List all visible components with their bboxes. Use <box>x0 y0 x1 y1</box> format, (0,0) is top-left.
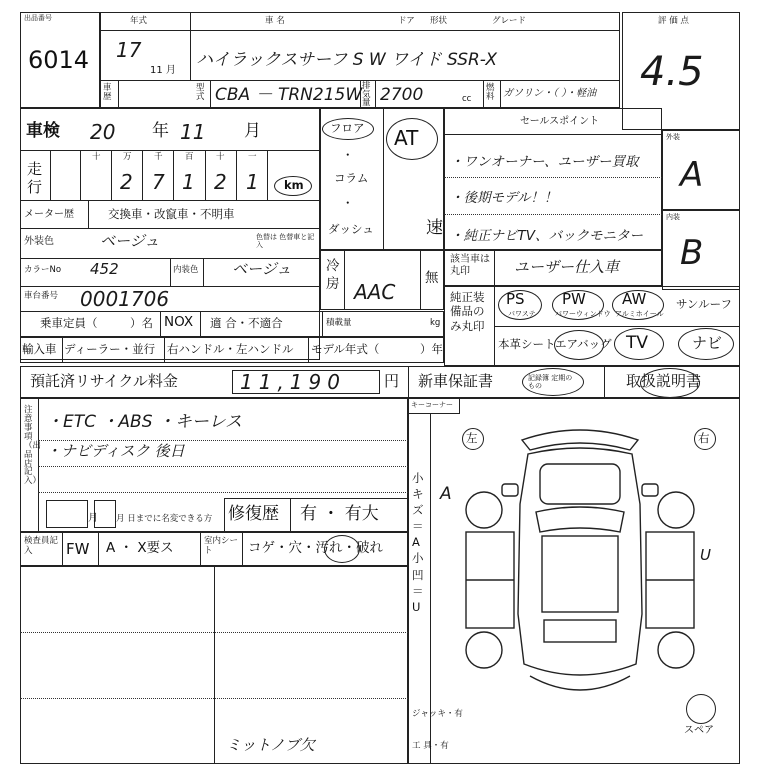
damage-mark-a: A <box>440 484 452 504</box>
inspector-fw: FW <box>66 540 90 558</box>
jack: ジャッキ・有 <box>412 709 463 719</box>
chassis-label: 車台番号 <box>24 291 59 301</box>
mileage-unit-4: 十 <box>216 152 225 162</box>
displacement-label: 排気量 <box>362 81 371 108</box>
sales-point-1: ・後期モデル！！ <box>450 190 558 206</box>
wheel-front-right <box>658 492 694 528</box>
import-dealer: ディーラー・並行 <box>64 342 156 356</box>
bottom-note: ミットノブ欠 <box>226 736 315 754</box>
year-label: 年式 <box>130 16 148 26</box>
load-unit: kg <box>430 318 441 328</box>
shift-dot-1: ・ <box>342 148 354 162</box>
year-value: 17 <box>116 38 142 62</box>
windshield <box>536 507 624 532</box>
shape-label: 形状 <box>430 16 448 26</box>
grade-label: グレード <box>492 16 527 26</box>
inspection-year-unit: 年 <box>152 121 169 141</box>
score-label: 評 価 点 <box>658 16 689 26</box>
recycle-label: 預託済リサイクル料金 <box>30 372 178 390</box>
type-value: CBA － TRN215W <box>215 85 363 105</box>
car-body <box>518 448 642 675</box>
repair-value: 有 ・ 有大 <box>300 504 379 524</box>
exterior-value: ベージュ <box>100 232 160 250</box>
shift-dash: ダッシュ <box>328 222 374 236</box>
import-model-year-unit: ）年 <box>420 342 443 356</box>
mileage-unit-value: km <box>284 178 304 192</box>
car-name-label: 車 名 <box>265 16 285 26</box>
mileage-digit-1: 7 <box>152 170 165 194</box>
inspector-grades: A ・ X要ス <box>106 540 174 556</box>
equipment-airbag: エアバッグ <box>555 337 612 351</box>
manual: 取扱説明書 <box>626 372 702 390</box>
meter-label: メーター歴 <box>24 209 74 220</box>
key-corner: キーコーナー <box>411 401 453 409</box>
lot-number: 6014 <box>28 46 90 74</box>
import-label: 輸入車 <box>22 342 57 356</box>
stain-circle <box>324 535 360 563</box>
shift-column: コラム <box>334 171 369 185</box>
year-month: 11 月 <box>150 65 176 76</box>
damage-mark-u: U <box>700 546 711 564</box>
mileage-digit-2: 1 <box>182 170 195 194</box>
int-grade-label: 内装 <box>666 213 680 221</box>
rear-glass <box>544 620 616 642</box>
equipment-tv: TV <box>626 333 649 353</box>
recycle-unit: 円 <box>384 372 400 390</box>
diagram-right: 右 <box>698 431 710 445</box>
wheel-rear-left <box>466 632 502 668</box>
import-model-year: モデル年式（ <box>311 342 380 356</box>
aircon-value: AAC <box>354 280 396 304</box>
nox-value: 適 合・不適合 <box>210 316 283 330</box>
color-no-value: 452 <box>90 260 119 278</box>
sales-label: セールスポイント <box>520 116 600 127</box>
displacement-unit: cc <box>462 94 472 104</box>
mileage-unit-3: 百 <box>185 152 194 162</box>
front-bumper <box>522 430 638 450</box>
int-grade-value: B <box>680 233 704 273</box>
equipment-aw: AW <box>622 290 647 308</box>
equipment-pw-sub: パワーウィンドウ <box>555 310 611 318</box>
displacement-value: 2700 <box>380 85 424 105</box>
interior-color-value: ベージュ <box>232 260 292 278</box>
notes-line-0: ・ETC ・ABS ・キーレス <box>46 412 243 432</box>
color-no-label: カラーNo <box>24 265 62 275</box>
notes-month-unit: 月 <box>88 513 98 524</box>
hood <box>540 464 620 504</box>
ext-grade-value: A <box>680 155 704 195</box>
exterior-label: 外装色 <box>24 236 54 247</box>
ext-grade-label: 外装 <box>666 133 680 141</box>
tools: 工 具・有 <box>412 741 449 751</box>
score-value: 4.5 <box>640 49 704 95</box>
left-mirror <box>502 484 518 496</box>
notes-deadline: 月 日までに名変できる方 <box>116 514 213 524</box>
mileage-unit-2: 千 <box>154 152 163 162</box>
equipment-navi: ナビ <box>692 334 723 352</box>
wheel-rear-right <box>658 632 694 668</box>
recycle-value: 11,190 <box>240 370 346 394</box>
capacity-unit: ）名 <box>130 316 153 330</box>
aircon-none: 無 <box>425 270 439 286</box>
spare: スペア <box>684 725 714 736</box>
mileage-unit-0: 十 <box>92 152 101 162</box>
record-book: 記録簿 定期のもの <box>528 374 573 391</box>
mileage-digit-0: 2 <box>120 170 133 194</box>
manual-circle <box>640 368 700 398</box>
aircon-speed: 速 <box>426 218 443 238</box>
fuel-label: 燃料 <box>486 83 495 102</box>
door-label: ドア <box>398 16 415 26</box>
exterior-note: 色替は 色替車と記入 <box>256 233 315 249</box>
shift-dot-2: ・ <box>342 196 354 210</box>
equipment-pw: PW <box>562 290 586 308</box>
wheel-front-left <box>466 492 502 528</box>
mileage-unit-1: 万 <box>123 152 132 162</box>
inspector-interior: 室内シート <box>204 536 239 557</box>
mileage-label: 走行 <box>27 160 43 196</box>
inspector-conditions: コゲ・穴・汚れ・破れ <box>248 540 383 556</box>
nox-label: NOX <box>164 314 194 330</box>
car-diagram <box>430 414 740 714</box>
equipment-ps: PS <box>506 290 525 308</box>
equipment-leather: 本革シート <box>498 337 556 351</box>
inspection-label: 車検 <box>26 121 60 141</box>
interior-color-label: 内装色 <box>173 265 199 275</box>
mileage-digit-3: 2 <box>214 170 227 194</box>
import-handle: 右ハンドル・左ハンドル <box>167 342 294 356</box>
fuel-value: ガソリン・（ ）・軽油 <box>503 88 597 99</box>
new-car-warranty: 新車保証書 <box>418 372 494 390</box>
applicable-value: ユーザー仕入車 <box>514 258 620 276</box>
shift-floor: フロア <box>330 121 365 135</box>
aircon-label: 冷房 <box>326 258 340 292</box>
chassis-value: 0001706 <box>80 287 170 311</box>
meter-value: 交換車・改竄車・不明車 <box>108 207 235 221</box>
mileage-unit-5: 一 <box>248 152 257 162</box>
applicable-label: 該当車は丸印 <box>450 254 490 277</box>
car-name: ハイラックスサーフ S W ワイド SSR-X <box>196 50 497 70</box>
inspection-month-unit: 月 <box>244 121 261 141</box>
capacity-label: 乗車定員（ <box>40 316 98 330</box>
history-label: 車歴 <box>103 83 112 102</box>
equipment-label: 純正装備品のみ丸印 <box>450 290 485 333</box>
right-mirror <box>642 484 658 496</box>
notes-line-1: ・ナビディスク 後日 <box>46 442 185 460</box>
load-label: 積載量 <box>326 318 352 328</box>
mileage-digit-4: 1 <box>246 170 259 194</box>
equipment-ps-sub: パワステ <box>508 310 536 318</box>
notes-side-label: 注意事項（出品店記入） <box>24 405 42 487</box>
inspection-month: 11 <box>180 120 206 144</box>
type-label: 型式 <box>196 83 205 102</box>
repair-label: 修復歴 <box>228 504 279 524</box>
rear-bumper <box>530 676 630 690</box>
lot-label: 出品番号 <box>24 14 52 22</box>
diagram-left: 左 <box>466 431 478 445</box>
shift-trans: AT <box>394 126 419 150</box>
sales-point-2: ・純正ナビTV、バックモニター <box>450 228 643 244</box>
inspection-year: 20 <box>90 120 116 144</box>
equipment-sunroof: サンルーフ <box>676 297 733 311</box>
sales-point-0: ・ワンオーナー、ユーザー買取 <box>450 154 639 170</box>
spare-circle <box>686 694 716 724</box>
roof <box>542 536 618 612</box>
diagram-side-text: 小キズ＝A 小凹＝U <box>412 471 424 614</box>
equipment-aw-sub: アルミホイール <box>615 310 664 318</box>
inspector-label: 検査員記入 <box>24 536 59 557</box>
